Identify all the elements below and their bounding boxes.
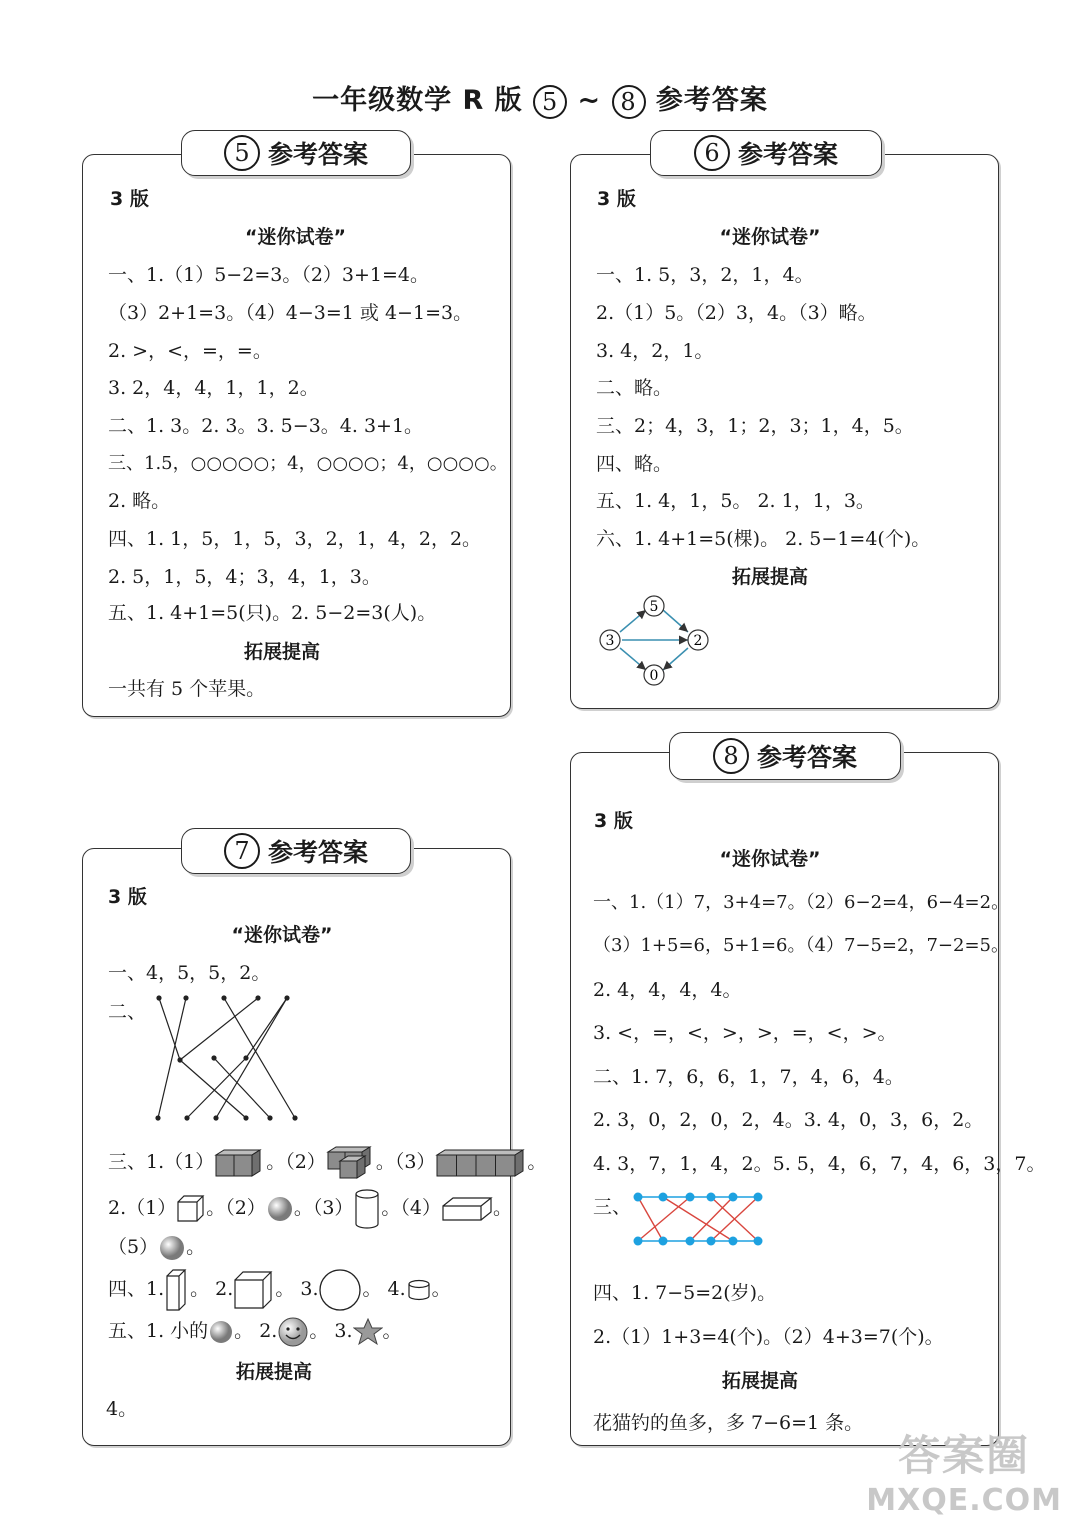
card-7-line-4-part-2: 。（2） xyxy=(206,1197,266,1219)
ball-icon xyxy=(208,1319,234,1345)
card-7-line-5 xyxy=(108,1232,205,1262)
card-5-line-10: 五、1. 4+1=5(只)。2. 5−2=3(人)。 xyxy=(108,602,437,624)
diagram-arrow-5-to-2 xyxy=(663,610,688,632)
card-8-extension-title: 拓展提高 xyxy=(721,1370,798,1392)
card-7-line-6-end: 。 xyxy=(431,1278,451,1300)
card-5-extension-answer: 一共有 5 个苹果。 xyxy=(108,678,266,700)
title-tilde: ~ xyxy=(577,85,602,116)
card-6-subtitle: “迷你试卷” xyxy=(719,226,821,248)
card-5-tab-label: 参考答案 xyxy=(267,140,368,169)
card-8-number: 8 xyxy=(713,738,749,774)
card-5-line-4: 3. 2，4，4，1，1，2。 xyxy=(108,377,319,399)
cylinder-icon xyxy=(406,1279,432,1301)
card-5-line-6: 三、1.5，○○○○○；4，○○○○；4，○○○○。 xyxy=(108,453,508,474)
card-5-line-5: 二、1. 3。2. 3。3. 5−3。4. 3+1。 xyxy=(108,415,424,437)
card-5-tab xyxy=(181,130,411,176)
card-5-line-7: 2. 略。 xyxy=(108,490,171,512)
card-7-line-3 xyxy=(108,1146,546,1180)
watermark-logo-text: 答案圈 xyxy=(898,1431,1031,1480)
card-6-line-5: 三、2；4，3，1；2，3；1，4，5。 xyxy=(596,415,914,437)
card-7-line-5-part-1: （5） xyxy=(108,1236,159,1258)
card-7-extension-answer: 4。 xyxy=(106,1398,138,1420)
card-7-line-7 xyxy=(108,1316,402,1348)
card-6-tab xyxy=(650,130,882,176)
star-icon xyxy=(353,1318,383,1346)
stacked-cubes-icon xyxy=(326,1146,376,1180)
tall-cuboid-icon xyxy=(164,1268,190,1312)
card-7-line-3-prefix: 三、1.（1） xyxy=(108,1151,215,1173)
card-8-extension-answer: 花猫钓的鱼多，多 7−6=1 条。 xyxy=(593,1412,864,1434)
cylinder-icon xyxy=(353,1188,381,1230)
card-7-line-1: 一、4，5，5，2。 xyxy=(108,962,271,984)
card-6-line-3: 3. 4，2，1。 xyxy=(596,340,714,362)
diagram-arrow-2-to-0 xyxy=(663,648,688,670)
card-8-line-1: 一、1.（1）7，3+4=7。（2）6−2=4，6−4=2。 xyxy=(593,892,1010,913)
diagram-label-left: 3 xyxy=(605,633,615,649)
cube-icon xyxy=(233,1270,275,1310)
card-7-line-7-end: 。 xyxy=(382,1320,402,1342)
watermark xyxy=(866,1423,1062,1518)
card-7-tab-label: 参考答案 xyxy=(267,838,368,867)
watermark-url: MXQE.COM xyxy=(866,1483,1062,1518)
card-6-number-diagram xyxy=(592,592,716,688)
card-5-line-9: 2. 5，1，5，4；3，4，1，3。 xyxy=(108,566,381,588)
card-5-edition: 3 版 xyxy=(110,188,149,210)
card-8-line-7: 4. 3，7，1，4，2。5. 5，4，6，7，4，6，3，7。 xyxy=(593,1153,1046,1175)
diagram-arrow-3-to-5 xyxy=(620,610,646,632)
card-8-line-8: 四、1. 7−5=2(岁)。 xyxy=(593,1282,777,1304)
card-6-line-4: 二、略。 xyxy=(596,377,673,399)
card-7-line-3-part-3: 。（3） xyxy=(375,1151,436,1173)
card-8-edition: 3 版 xyxy=(594,810,633,832)
card-7-edition: 3 版 xyxy=(108,886,147,908)
card-8-line-5: 二、1. 7，6，6，1，7，4，6，4。 xyxy=(593,1066,904,1088)
card-7-tab xyxy=(181,828,411,874)
card-5-extension-title: 拓展提高 xyxy=(243,641,320,663)
card-7-line-4-part-3: 。（3） xyxy=(293,1197,354,1219)
card-8-line-3: 2. 4，4，4，4。 xyxy=(593,979,742,1001)
card-7-subtitle: “迷你试卷” xyxy=(231,924,333,946)
title-prefix: 一年级数学 R 版 xyxy=(312,85,523,116)
card-5-line-8: 四、1. 1，5，1，5，3，2，1，4，2，2。 xyxy=(108,528,482,550)
card-7-line-7-part-3: 。 3. xyxy=(309,1320,353,1342)
card-8-line-san: 三、 xyxy=(593,1196,632,1218)
card-7-line-5-end: 。 xyxy=(186,1236,206,1258)
card-8-subtitle: “迷你试卷” xyxy=(719,848,821,870)
card-7-line-4-part-1: 2.（1） xyxy=(108,1197,177,1219)
card-7-line-6-part-1: 四、1. xyxy=(108,1278,165,1300)
card-5-line-1: 一、1.（1）5−2=3。（2）3+1=4。 xyxy=(108,264,430,286)
diagram-arrow-3-to-0 xyxy=(620,648,646,670)
card-7-line-4-part-4: 。（4） xyxy=(381,1197,441,1219)
card-6-number: 6 xyxy=(694,135,730,171)
page-title xyxy=(0,78,1080,119)
circle-icon xyxy=(318,1268,362,1312)
four-cubes-icon xyxy=(435,1149,527,1177)
card-5-subtitle: “迷你试卷” xyxy=(245,226,346,248)
two-cubes-icon xyxy=(214,1149,266,1177)
card-6-extension-title: 拓展提高 xyxy=(731,566,808,588)
card-6-line-7: 五、1. 4，1，5。 2. 1，1，3。 xyxy=(596,490,875,512)
card-5-number: 5 xyxy=(224,135,260,171)
card-7-line-6-part-4: 。 4. xyxy=(362,1278,406,1300)
diagram-label-bottom: 0 xyxy=(649,668,659,684)
card-7-line-7-part-1: 五、1. 小的 xyxy=(108,1320,209,1342)
title-circle-number-end: 8 xyxy=(612,85,646,119)
card-7-line-6-part-3: 。 3. xyxy=(275,1278,319,1300)
card-7-line-4 xyxy=(108,1188,512,1230)
card-8-line-6: 2. 3，0，2，0，2，4。3. 4，0，3，6，2。 xyxy=(593,1109,984,1131)
card-7-line-6-part-2: 。 2. xyxy=(190,1278,234,1300)
card-6-edition: 3 版 xyxy=(597,188,636,210)
card-6-line-2: 2.（1）5。（2）3，4。（3）略。 xyxy=(596,302,877,324)
card-8-matching-diagram xyxy=(630,1190,766,1248)
diagram-label-top: 5 xyxy=(649,599,659,615)
card-6-line-6: 四、略。 xyxy=(596,453,673,475)
smiley-face-icon xyxy=(277,1316,309,1348)
card-5-line-2: （3）2+1=3。（4）4−3=1 或 4−1=3。 xyxy=(108,302,473,324)
card-7-line-2: 二、 xyxy=(108,1001,147,1023)
card-7-number: 7 xyxy=(224,833,260,869)
cube-icon xyxy=(176,1194,206,1224)
card-7-line-6 xyxy=(108,1268,451,1312)
card-8-tab xyxy=(669,732,901,780)
title-circle-number-start: 5 xyxy=(533,85,567,119)
card-7-line-7-part-2: 。 2. xyxy=(234,1320,278,1342)
ball-icon xyxy=(158,1234,186,1262)
card-8-line-2: （3）1+5=6，5+1=6。（4）7−5=2，7−2=5。 xyxy=(593,935,1009,956)
card-8-line-9: 2.（1）1+3=4(个)。（2）4+3=7(个)。 xyxy=(593,1326,944,1348)
card-6-tab-label: 参考答案 xyxy=(737,140,838,169)
card-5-line-3: 2. >，<，=，=。 xyxy=(108,340,272,362)
ball-icon xyxy=(266,1195,294,1223)
card-7-line-4-end: 。 xyxy=(493,1197,513,1219)
card-7-extension-title: 拓展提高 xyxy=(235,1361,312,1383)
card-8-tab-label: 参考答案 xyxy=(756,743,857,772)
card-8-line-4: 3. <，=，<，>，>，=，<，>。 xyxy=(593,1022,897,1044)
title-suffix: 参考答案 xyxy=(655,85,768,116)
cuboid-icon xyxy=(441,1196,493,1222)
card-7-line-3-end: 。 xyxy=(527,1151,547,1173)
card-7-line-3-part-2: 。（2） xyxy=(266,1151,326,1173)
card-7-matching-lines xyxy=(150,992,298,1122)
diagram-label-right: 2 xyxy=(693,633,703,649)
card-6-line-1: 一、1. 5，3，2，1，4。 xyxy=(596,264,814,286)
card-6-line-8: 六、1. 4+1=5(棵)。 2. 5−1=4(个)。 xyxy=(596,528,931,550)
